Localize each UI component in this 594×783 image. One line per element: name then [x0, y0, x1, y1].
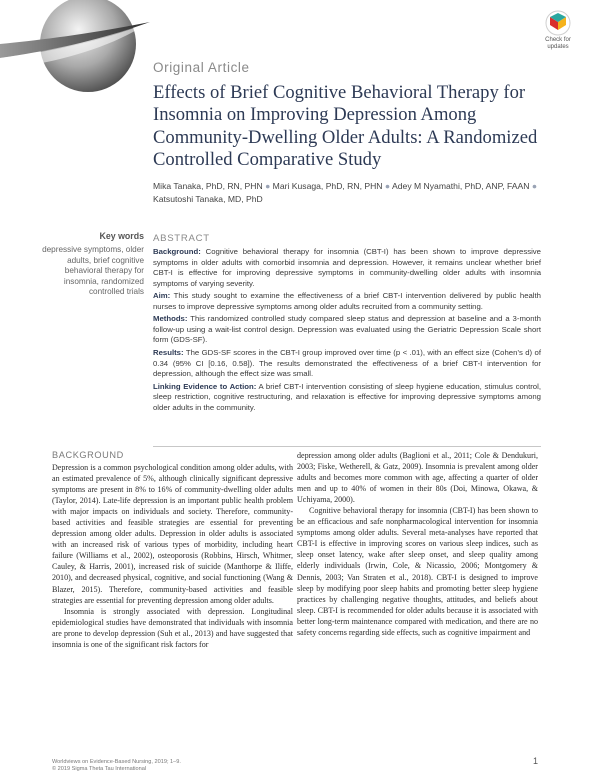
author-list: [153, 180, 543, 207]
author-1: Mika Tanaka, PhD, RN, PHN: [153, 181, 263, 191]
abstract-divider: [153, 446, 541, 447]
abstract-background: [153, 247, 541, 289]
body-paragraph: depression among older adults (Baglioni et al., 2011; Cole & Dendukuri, 2003; Fiske, Wetherell, & Gatz, 2009). Insomnia is prevalent among older adults and becomes more common with age, affecting a quarter of older men and up to 40% of women in their 80s (Doi, Minowa, Okawa, & Uchiyama, 2000).: [297, 451, 538, 505]
background-heading: BACKGROUND: [52, 450, 124, 460]
page-footer: [52, 759, 181, 773]
abstract-background-text: Cognitive behavioral therapy for insomnia (CBT-I) has been shown to improve depressive symptoms in older adults with comorbid insomnia and depression. However, it remains unclear whether brief CBT-I is effective for improving depressive symptoms in community-dwelling older adults with insomnia symptoms of varying severity.: [153, 247, 541, 288]
abstract-linking: [153, 382, 541, 414]
journal-logo-icon: [0, 0, 160, 110]
crossmark-label: [536, 37, 580, 51]
author-separator: ●: [384, 181, 391, 191]
author-3: Adey M Nyamathi, PhD, ANP, FAAN: [392, 181, 530, 191]
body-paragraph: Cognitive behavioral therapy for insomnia (CBT-I) has been shown to be an efficacious and safe nonpharmacological intervention for insomnia symptoms among older adults. Several meta-analyses have reported that CBT-I is effective in improving scores on various sleep indices, such as sleep onset latency, wake after sleep onset, and sleep quality among elderly individuals (Irwin, Cole, & Nicassio, 2006; Montgomery & Dennis, 2003; Van Straten et al., 2018). CBT-I is designed to improve sleep by modifying poor sleep habits and promoting better sleep hygiene practices by challenging negative thoughts, attitudes, and beliefs about sleep. CBT-I is recommended for older adults because it is associated with better long-term maintenance compared with medication, and there are no safety concerns regarding side effects, such as cognitive impairment and: [297, 506, 538, 637]
keywords-box: [40, 231, 144, 298]
abstract-methods: [153, 314, 541, 346]
abstract-methods-label: Methods:: [153, 314, 188, 324]
article-title: Effects of Brief Cognitive Behavioral Therapy for Insomnia on Improving Depression Among Community-Dwelling Older Adults: A Randomized Controlled Comparative Study: [153, 82, 538, 170]
abstract-aim-label: Aim:: [153, 291, 171, 301]
abstract-linking-text: A brief CBT-I intervention consisting of sleep hygiene education, stimulus control, sleep restriction, cognitive restructuring, and relaxation is effective for improving depressive symptoms among older adults in the community.: [153, 381, 541, 412]
abstract: [153, 233, 541, 415]
crossmark-line1: Check for: [545, 37, 571, 43]
keywords-text: depressive symptoms, older adults, brief cognitive behavioral therapy for insomnia, randomized controlled trials: [42, 245, 144, 296]
abstract-methods-text: This randomized controlled study compared sleep status and depression at baseline and a 3-month follow-up using a wait-list control design. Depression was evaluated using the Geriatric Depression Scale short form (GDS-SF).: [153, 314, 541, 345]
body-column-left: [52, 450, 293, 650]
abstract-aim-text: This study sought to examine the effectiveness of a brief CBT-I intervention delivered by public health nurses to improve depressive symptoms among older adults recruited from a community setting.: [153, 291, 541, 311]
footer-journal: Worldviews on Evidence-Based Nursing, 2019; 1–9.: [52, 759, 181, 765]
body-column-right: [297, 450, 538, 638]
article-type: Original Article: [153, 60, 250, 75]
abstract-heading: ABSTRACT: [153, 233, 210, 244]
abstract-background-label: Background:: [153, 247, 201, 256]
abstract-results-label: Results:: [153, 348, 184, 358]
crossmark-icon: [536, 10, 580, 36]
author-separator: ●: [265, 181, 271, 191]
body-paragraph: Depression is a common psychological condition among older adults, with an estimated prevalence of 5%, although clinically significant depressive symptoms are present in 8% to 16% of community-dwelling older adults (Taylor, 2014). Late-life depression is an important public health problem with major impacts on individuals and society. Therefore, community-based activities and feasible strategies are essential for preventing depression among older adults. Depression in older adults is associated with an increased risk of various types of morbidity, including heart failure (Williams et al., 2002), osteoporosis (Robbins, Hirsch, Whitmer, Cauley, & Harris, 2001), increased risk of suicide (Manthorpe & Iliffe, 2010), and decreased physical, cognitive, and social functioning (Wang & Blazer, 2015). Therefore, community-based activities and feasible strategies are essential for preventing depression among older adults.: [52, 463, 293, 605]
abstract-results-text: The GDS-SF scores in the CBT-I group improved over time (p < .01), with an effect size (Cohen’s d) of 0.34 (95% CI [0.16, 0.58]). The results demonstrated the effectiveness of a brief CBT-I intervention for depression, although the effect size was small.: [153, 348, 541, 379]
abstract-linking-label: Linking Evidence to Action:: [153, 381, 257, 391]
author-4: Katsutoshi Tanaka, MD, PhD: [153, 194, 263, 205]
page-number: 1: [533, 756, 539, 766]
crossmark-line2: updates: [547, 44, 569, 50]
body-paragraph: Insomnia is strongly associated with depression. Longitudinal epidemiological studies have demonstrated that individuals with insomnia are prone to develop depression (Suh et al., 2013) and have suggested that insomnia is one of the significant risk factors for: [52, 606, 293, 649]
author-separator: ●: [531, 181, 538, 191]
abstract-aim: [153, 291, 541, 312]
abstract-results: [153, 348, 541, 380]
footer-copyright: © 2019 Sigma Theta Tau International: [52, 766, 147, 773]
author-2: Mari Kusaga, PhD, RN, PHN: [272, 181, 383, 191]
check-for-updates-badge[interactable]: [536, 10, 580, 56]
keywords-heading: Key words: [99, 231, 144, 241]
